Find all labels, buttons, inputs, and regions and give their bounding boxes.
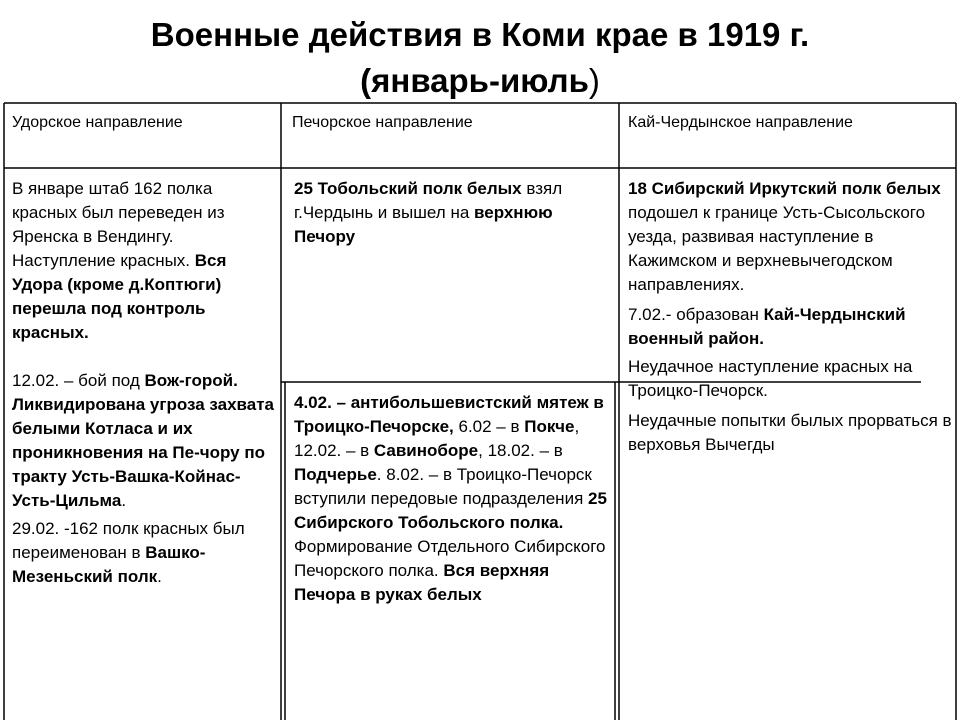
pechora-s5: Савиноборе bbox=[373, 441, 479, 460]
pechora-top-paragraph bbox=[294, 177, 612, 249]
pechora-s6: , 18.02. – в bbox=[478, 441, 563, 460]
udora-p2-end: . bbox=[121, 491, 127, 510]
header-pechora: Печорское направление bbox=[292, 114, 473, 131]
pechora-s9: 25 Сибирского Тобольского полка. bbox=[294, 489, 607, 532]
udora-p3-text: 29.02. -162 полк красных был переименован в bbox=[12, 519, 245, 562]
udora-p2-text: 12.02. – бой под bbox=[12, 371, 145, 390]
kai-paragraph-4: Неудачные попытки былых прорваться в верховья Вычегды bbox=[628, 411, 952, 454]
udora-p3-bold: Вашко-Мезеньский полк bbox=[12, 543, 206, 586]
pechora-top-bold-1: 25 Тобольский полк белых bbox=[294, 179, 522, 198]
kai-p1-text: подошел к границе Усть-Сысольского уезда, развивая наступление в Кажимском и верхневычегодском направлениях. bbox=[628, 203, 926, 294]
kai-p2-bold: Кай-Чердынский военный район. bbox=[628, 305, 906, 348]
pechora-s10: Формирование Отдельного Сибирского Печорского полка. bbox=[294, 537, 606, 580]
pechora-top-text: взял г.Чердынь и вышел на bbox=[294, 179, 563, 222]
pechora-s2: 6.02 – в bbox=[453, 417, 525, 436]
pechora-top-bold-2: верхнюю Печору bbox=[294, 203, 553, 246]
kai-paragraph-3: Неудачное наступление красных на Троицко-Печорск. bbox=[628, 357, 913, 400]
pechora-s4: , 12.02. – в bbox=[294, 417, 580, 460]
pechora-s8: . 8.02. – в Троицко-Печорск вступили передовые подразделения bbox=[294, 465, 592, 508]
udora-p2-bold: Вож-горой. Ликвидирована угроза захвата белыми Котласа и их проникновения на Пе-чору по тракту Усть-Вашка-Койнас- Усть-Цильма bbox=[12, 371, 275, 510]
pechora-bottom-paragraph bbox=[294, 391, 612, 607]
header-kai-cherdyn: Кай-Чердынское направление bbox=[628, 114, 853, 131]
kai-paragraph-2 bbox=[628, 303, 954, 351]
pechora-s1: 4.02. – антибольшевистский мятеж в Троицко-Печорске, bbox=[294, 393, 604, 436]
udora-cell bbox=[12, 177, 278, 717]
kai-p1-bold: 18 Сибирский Иркутский полк белых bbox=[628, 179, 941, 198]
pechora-top-cell bbox=[294, 177, 612, 377]
header-udora: Удорское направление bbox=[12, 114, 183, 131]
kai-p2-text: 7.02.- образован bbox=[628, 305, 764, 324]
pechora-bottom-cell bbox=[294, 391, 612, 717]
udora-p1-text: В январе штаб 162 полка красных был переведен из Яренска в Вендингу. Наступление красных. bbox=[12, 179, 225, 270]
pechora-s3: Покче bbox=[524, 417, 575, 436]
title-line-1: Военные действия в Коми крае в 1919 г. bbox=[150, 16, 810, 53]
kai-cherdyn-cell bbox=[628, 177, 954, 717]
udora-paragraph-1 bbox=[12, 177, 278, 345]
pechora-s7: Подчерье bbox=[294, 465, 377, 484]
title-line-2-main: (январь-июль bbox=[360, 62, 589, 99]
pechora-s11: Вся верхняя Печора в руках белых bbox=[294, 561, 550, 604]
udora-p1-bold: Вся Удора (кроме д.Коптюги) перешла под контроль красных. bbox=[12, 251, 227, 342]
udora-p3-end: . bbox=[157, 567, 162, 586]
title-line-2-paren: ) bbox=[588, 62, 600, 99]
kai-paragraph-1 bbox=[628, 177, 954, 297]
udora-paragraph-2 bbox=[12, 369, 278, 513]
udora-paragraph-3 bbox=[12, 517, 278, 589]
